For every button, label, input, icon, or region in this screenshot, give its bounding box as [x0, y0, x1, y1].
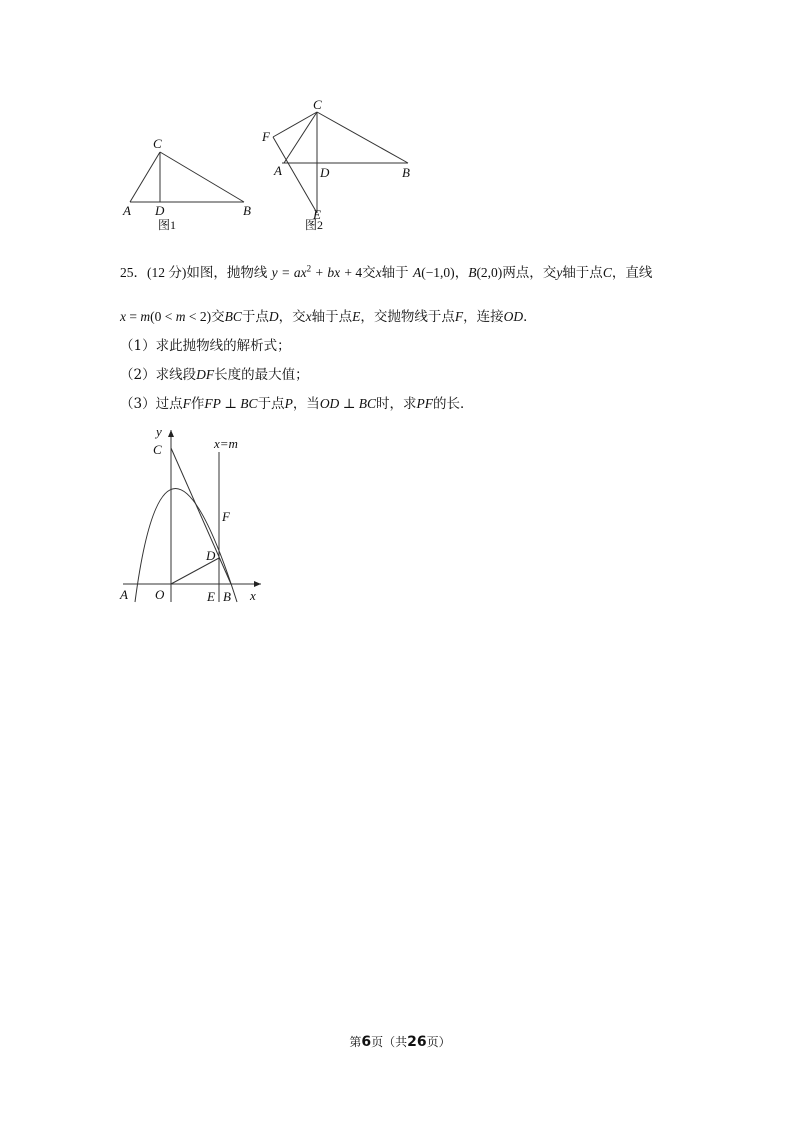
text: 轴于点	[562, 265, 603, 281]
text: （1）求此抛物线的解析式；	[120, 338, 291, 354]
page-total: 26	[407, 1034, 427, 1050]
fig1-segment-cb	[160, 152, 244, 202]
fig1-caption: 图1	[158, 218, 177, 232]
math: m	[175, 309, 186, 324]
math: =	[281, 265, 290, 280]
math: bx	[327, 265, 341, 280]
math: PF	[416, 396, 434, 411]
page-footer	[0, 1033, 800, 1050]
text: （3）过点	[120, 396, 183, 412]
text: 交	[211, 309, 225, 325]
text: 两点，交	[502, 265, 557, 281]
text: 如图，抛物线	[186, 265, 268, 281]
fig1-label-d: D	[155, 203, 165, 218]
text: （2）求线段	[120, 367, 197, 383]
math: x	[375, 265, 382, 280]
math: +	[315, 265, 324, 280]
text: ，	[454, 265, 469, 281]
parabola-curve	[135, 489, 237, 603]
fig2-label-c: C	[313, 97, 322, 112]
text: 时，求	[376, 396, 417, 412]
fig2-label-a: A	[274, 163, 282, 178]
label-c: C	[153, 442, 162, 457]
label-x-equals-m: x=m	[214, 436, 238, 451]
math: OD	[503, 309, 524, 324]
math: ax	[293, 265, 307, 280]
fig2-caption: 图2	[305, 218, 324, 232]
math: BC	[240, 396, 258, 411]
text: 长度的最大值；	[214, 367, 309, 383]
problem-line-1	[120, 263, 652, 283]
text: ，直线	[611, 265, 653, 281]
question-1	[120, 336, 291, 356]
fig2-label-d: D	[320, 165, 330, 180]
label-y: y	[156, 424, 162, 439]
text: ．	[523, 309, 537, 325]
math: ⊥	[220, 396, 241, 411]
fig1-label-b: B	[243, 203, 251, 218]
text: 作	[190, 396, 205, 412]
footer-text: 页）	[426, 1035, 451, 1049]
problem-points: (12 分)	[147, 265, 187, 280]
math: BC	[224, 309, 242, 324]
footer-text: 第	[349, 1035, 362, 1049]
math: + 4	[344, 265, 363, 280]
label-b: B	[223, 589, 231, 604]
text: 交	[362, 265, 376, 281]
text: ，当	[292, 396, 320, 412]
math: (0 <	[150, 309, 176, 324]
text: ，连接	[463, 309, 504, 325]
text: 轴于点	[311, 309, 353, 325]
text: ，交	[278, 309, 306, 325]
math: E	[352, 309, 361, 324]
question-2	[120, 365, 309, 385]
math: 2	[306, 263, 312, 274]
fig2-segment-fc	[273, 112, 317, 137]
math: D	[268, 309, 279, 324]
question-3	[120, 394, 474, 414]
text: 于点	[257, 396, 285, 412]
math: y	[556, 265, 563, 280]
label-a: A	[120, 587, 128, 602]
math: C	[602, 265, 612, 280]
problem-number: 25．	[120, 265, 147, 280]
problem-line-2	[120, 307, 537, 327]
math: < 2)	[185, 309, 212, 324]
math: P	[284, 396, 293, 411]
math: ⊥	[339, 396, 359, 411]
text: ，交抛物线于点	[360, 309, 455, 325]
math: A	[412, 265, 422, 280]
label-o: O	[155, 587, 165, 602]
fig2-segment-ac	[284, 112, 317, 163]
math: (−1,0)	[421, 265, 455, 280]
math: y	[271, 265, 278, 280]
math: BC	[358, 396, 377, 411]
math: x	[305, 309, 312, 324]
math: x	[120, 309, 126, 324]
math: F	[454, 309, 464, 324]
label-x: x	[250, 588, 256, 603]
math: OD	[319, 396, 340, 411]
math: F	[182, 396, 191, 411]
label-d: D	[206, 548, 216, 563]
fig1-segment-ac	[130, 152, 160, 202]
math: m	[140, 309, 151, 324]
fig1-label-c: C	[153, 136, 162, 151]
math: =	[126, 309, 141, 324]
math: DF	[196, 367, 215, 382]
page-number: 6	[361, 1034, 372, 1050]
math: FP	[204, 396, 221, 411]
figure-1	[120, 135, 260, 235]
math: B	[468, 265, 477, 280]
figure-2	[255, 95, 425, 235]
fig2-label-e: E	[313, 207, 321, 222]
fig2-label-f: F	[262, 129, 270, 144]
fig2-segment-cb	[317, 112, 408, 163]
footer-text: 页（共	[371, 1035, 408, 1049]
label-f: F	[222, 509, 230, 524]
fig2-label-b: B	[402, 165, 410, 180]
figure-parabola	[115, 420, 275, 620]
math: (2,0)	[476, 265, 503, 280]
label-e: E	[207, 589, 215, 604]
fig1-label-a: A	[123, 203, 131, 218]
text: 轴于	[381, 265, 409, 281]
text: 的长．	[433, 396, 474, 412]
text: 于点	[241, 309, 269, 325]
